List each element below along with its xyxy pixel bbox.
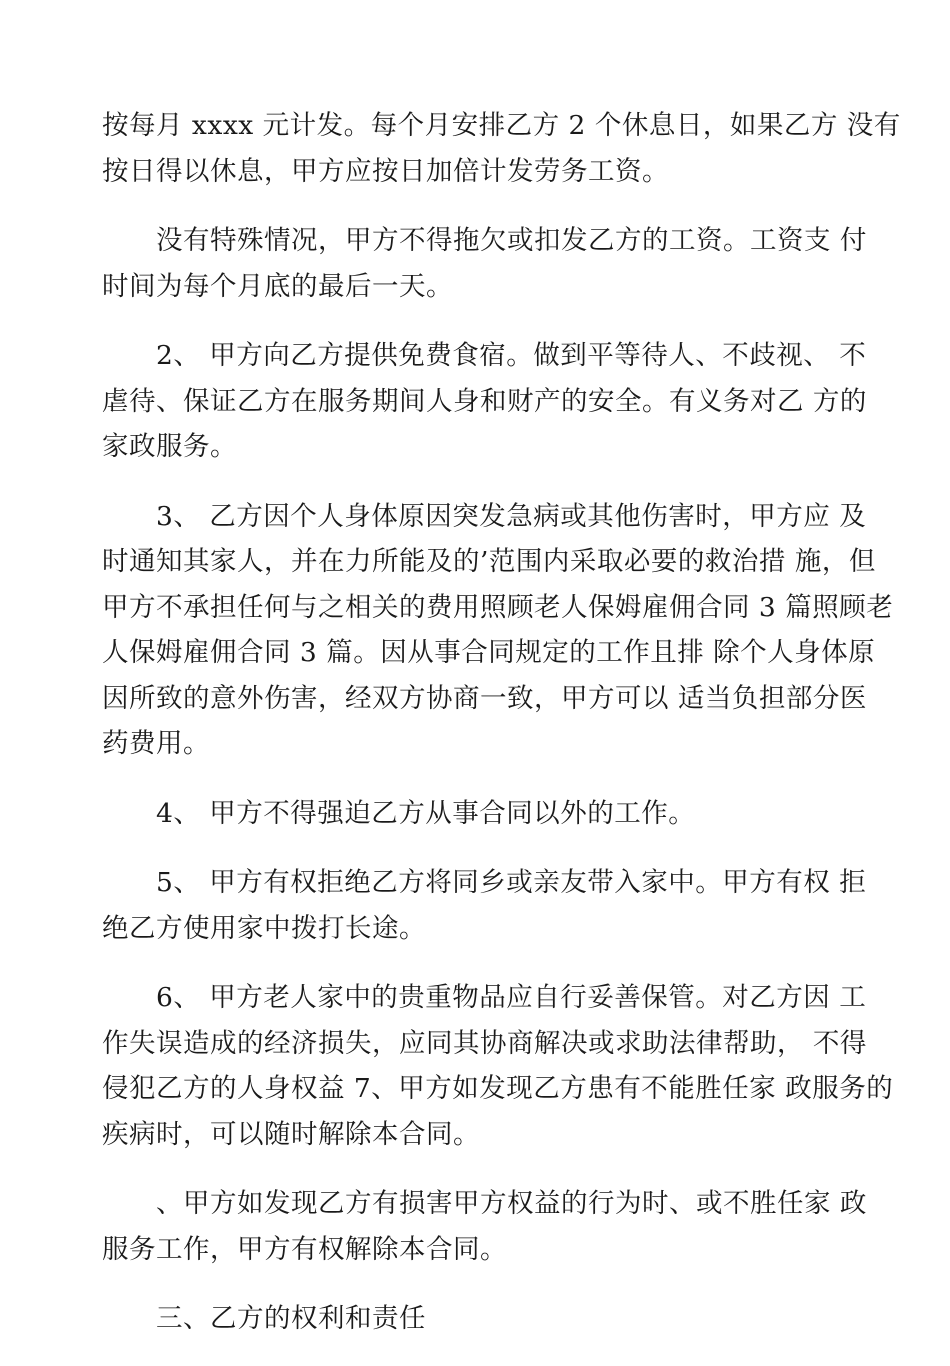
text-line: 、甲方如发现乙方有损害甲方权益的行为时、或不胜任家 政 <box>156 1188 867 1219</box>
paragraph-termination <box>102 1181 867 1272</box>
text-line: 时通知其家人，并在力所能及的’范围内采取必要的救治措 施，但 <box>102 546 876 577</box>
text-line: 2、 甲方向乙方提供免费食宿。做到平等待人、不歧视、 不 <box>156 340 867 371</box>
text-line: 因所致的意外伤害，经双方协商一致，甲方可以 适当负担部分医 <box>102 682 867 714</box>
text-line: 绝乙方使用家中拨打长途。 <box>102 912 426 944</box>
text-line: 5、 甲方有权拒绝乙方将同乡或亲友带入家中。甲方有权 拒 <box>156 867 867 898</box>
text-line: 甲方不承担任何与之相关的费用照顾老人保姆雇佣合同 3 篇照顾老 <box>102 591 894 623</box>
text-line: 药费用。 <box>102 728 210 759</box>
text-line: 侵犯乙方的人身权益 7、甲方如发现乙方患有不能胜任家 政服务的 <box>102 1073 894 1104</box>
paragraph-clause-2 <box>102 333 867 470</box>
text-line: 疾病时，可以随时解除本合同。 <box>102 1118 480 1150</box>
paragraph-clause-5 <box>102 860 867 951</box>
text-line: 家政服务。 <box>102 431 237 462</box>
section-heading-party-b-rights <box>102 1296 862 1342</box>
text-line: 作失误造成的经济损失，应同其协商解决或求助法律帮助， 不得 <box>102 1027 867 1059</box>
text-line: 没有特殊情况，甲方不得拖欠或扣发乙方的工资。工资支 付 <box>156 225 867 256</box>
paragraph-payment-time <box>102 218 867 309</box>
text-line: 3、 乙方因个人身体原因突发急病或其他伤害时，甲方应 及 <box>156 500 867 532</box>
text-line: 4、 甲方不得强迫乙方从事合同以外的工作。 <box>156 797 696 829</box>
text-line: 按日得以休息，甲方应按日加倍计发劳务工资。 <box>102 155 669 187</box>
text-line: 虐待、保证乙方在服务期间人身和财产的安全。有义务对乙 方的 <box>102 385 867 417</box>
text-line: 服务工作，甲方有权解除本合同。 <box>102 1233 507 1265</box>
paragraph-wage-schedule <box>102 103 901 194</box>
text-line: 按每月 xxxx 元计发。每个月安排乙方 2 个休息日，如果乙方 没有 <box>102 110 901 141</box>
paragraph-clause-4 <box>102 791 862 837</box>
heading-text: 三、乙方的权利和责任 <box>156 1303 426 1334</box>
text-line: 人保姆雇佣合同 3 篇。因从事合同规定的工作且排 除个人身体原 <box>102 637 876 668</box>
document-body <box>102 103 901 1366</box>
text-line: 时间为每个月底的最后一天。 <box>102 270 453 302</box>
text-line: 6、 甲方老人家中的贵重物品应自行妥善保管。对乙方因 工 <box>156 982 867 1013</box>
paragraph-clause-3 <box>102 494 894 767</box>
paragraph-clause-6 <box>102 975 894 1157</box>
